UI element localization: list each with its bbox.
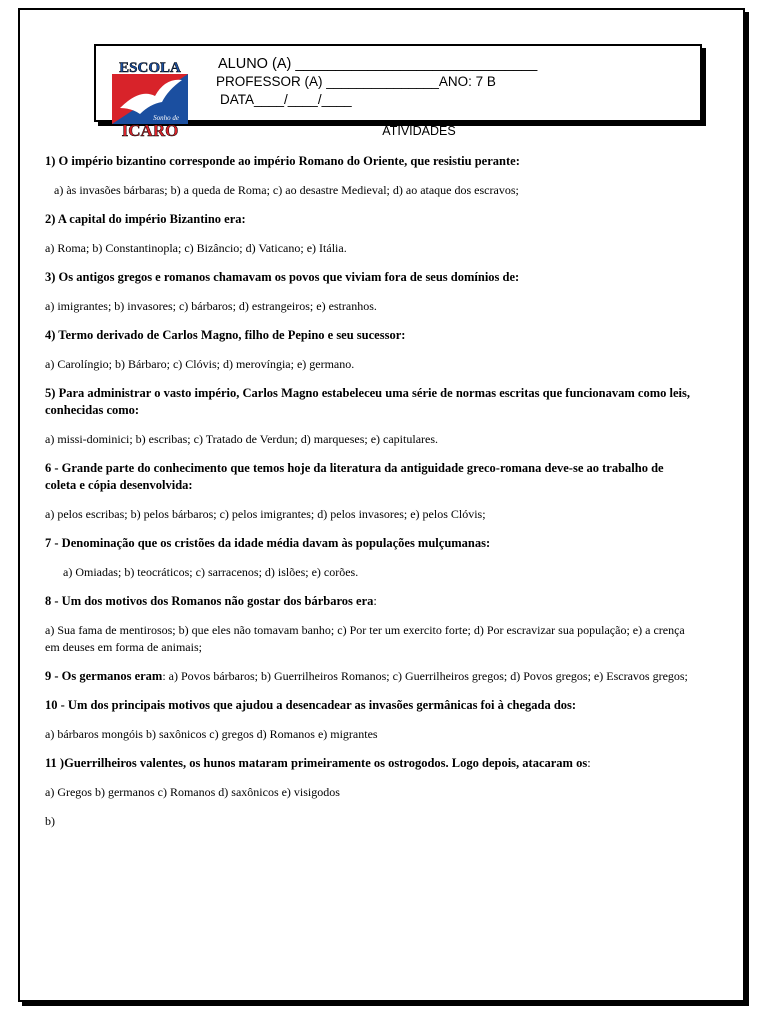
answer-11: a) Gregos b) germanos c) Romanos d) saxônicos e) visigodos [45,785,340,799]
question-11-text: 11 )Guerrilheiros valentes, os hunos mataram primeiramente os ostrogodos. Logo depois, atacaram os [45,756,588,770]
question-4: 4) Termo derivado de Carlos Magno, filho de Pepino e seu sucessor: [45,328,406,342]
teacher-line: PROFESSOR (A) _______________ANO: 7 B [216,74,496,89]
page-title: ATIVIDADES [382,124,456,138]
question-7: 7 - Denominação que os cristões da idade média davam às populações mulçumanas: [45,536,491,550]
answer-10: a) bárbaros mongóis b) saxônicos c) gregos d) Romanos e) migrantes [45,727,378,741]
answer-2: a) Roma; b) Constantinopla; c) Bizâncio; d) Vaticano; e) Itália. [45,241,347,255]
question-1: 1) O império bizantino corresponde ao império Romano do Oriente, que resistiu perante: [45,154,520,168]
student-line: ALUNO (A) ______________________________ [218,56,538,72]
logo-text-top: ESCOLA [119,60,181,76]
logo-text-mid: Sonho de [153,114,179,122]
question-9-text: 9 - Os germanos eram [45,669,163,683]
answer-8: a) Sua fama de mentirosos; b) que eles não tomavam banho; c) Por ter um exercito forte; d) Por escravizar sua população; e) a crença em deuses em forma de animais; [45,623,685,654]
question-9-tail: : a) Povos bárbaros; b) Guerrilheiros Romanos; c) Guerrilheiros gregos; d) Povos gregos; e) Escravos gregos; [162,669,688,683]
answer-5: a) missi-dominici; b) escribas; c) Tratado de Verdun; d) marqueses; e) capitulares. [45,432,439,446]
questions-list [45,150,690,830]
question-3: 3) Os antigos gregos e romanos chamavam os povos que viviam fora de seus domínios de: [45,270,520,284]
answer-7: a) Omiadas; b) teocráticos; c) sarracenos; d) islões; e) corões. [63,565,359,579]
answer-11-b: b) [45,814,55,828]
question-8 [45,593,690,610]
question-5: 5) Para administrar o vasto império, Carlos Magno estabeleceu uma série de normas escritas que funcionavam como leis, conhecidas como: [45,386,690,417]
date-line: DATA____/____/____ [220,92,352,107]
question-2: 2) A capital do império Bizantino era: [45,212,246,226]
question-11-tail: : [587,756,591,770]
question-10: 10 - Um dos principais motivos que ajudou a desencadear as invasões germânicas foi à chegada dos: [45,698,577,712]
logo-text-bottom: ICARO [121,121,179,138]
answer-3: a) imigrantes; b) invasores; c) bárbaros; d) estrangeiros; e) estranhos. [45,299,377,313]
answer-1: a) às invasões bárbaras; b) a queda de Roma; c) ao desastre Medieval; d) ao ataque dos escravos; [54,183,519,197]
answer-6: a) pelos escribas; b) pelos bárbaros; c) pelos imigrantes; d) pelos invasores; e) pelos Clóvis; [45,507,486,521]
question-8-tail: : [373,594,377,608]
question-11 [45,755,690,772]
question-6: 6 - Grande parte do conhecimento que temos hoje da literatura da antiguidade greco-romana deve-se ao trabalho de coleta e cópia desenvolvida: [45,461,664,492]
answer-4: a) Carolíngio; b) Bárbaro; c) Clóvis; d) merovíngia; e) germano. [45,357,355,371]
question-9 [45,668,690,685]
question-8-text: 8 - Um dos motivos dos Romanos não gostar dos bárbaros era [45,594,374,608]
